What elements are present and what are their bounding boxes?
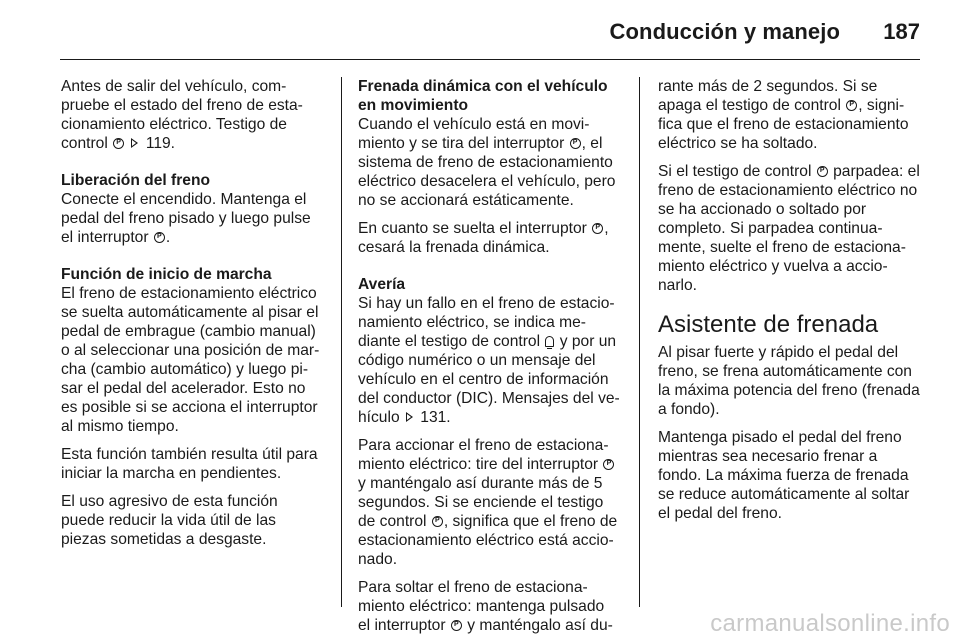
subheading-fault: Avería [358,276,406,293]
paragraph-release-dynamic: En cuanto se suelta el interruptor P, cesará la frenada dinámica. [358,219,620,257]
subheading-dynamic-braking: Frenada dinámica con el vehículo en movimiento [358,78,608,114]
column-2 [358,77,620,644]
column-3 [658,77,920,532]
subheading-drive-away: Función de inicio de marcha [61,266,272,283]
heading-brake-assist: Asistente de frenada [658,311,879,338]
section-brake-release: Liberación del freno Conecte el encendido. Mantenga el pedal del freno pisado y luego pulse el interruptor P. [61,171,323,247]
paragraph-brake-assist: Al pisar fuerte y rápido el pedal del freno, se frena automáticamente con la máxima potencia del freno (frenada a fondo). [658,344,920,418]
paragraph-check-brake: Antes de salir del vehículo, com-pruebe el estado del freno de esta-cionamiento eléctrico. Testigo de control P 119. [61,77,323,153]
parking-brake-icon [603,459,614,470]
parking-brake-icon [817,166,828,177]
column-1 [61,77,323,558]
subheading-brake-release: Liberación del freno [61,172,211,189]
page-header-title: Conducción y manejo [609,19,840,44]
parking-brake-icon [846,100,857,111]
paragraph-release-cont: rante más de 2 segundos. Si se apaga el testigo de control P, signi-fica que el freno de estacionamiento eléctrico se ha soltado. [658,77,920,153]
parking-brake-icon [432,516,443,527]
paragraph-wear: El uso agresivo de esta función puede reducir la vida útil de las piezas sometidas a desgaste. [61,493,278,548]
parking-brake-icon [113,138,124,149]
section-drive-away: Función de inicio de marcha El freno de estacionamiento eléctrico se suelta automáticamente al pisar el pedal de embrague (cambio manual) o al seleccionar una posición de mar-cha (cambio automático) y luego pi-sar el pedal del acelerador. Esto no es posible si se acciona el interruptor al mismo tiempo. [61,265,323,436]
section-dynamic-braking: Frenada dinámica con el vehículo en movimiento Cuando el vehículo está en movi-miento y se tira del interruptor P, el sistema de freno de estacionamiento eléctrico desacelera el vehículo, pero no se accionará estáticamente. [358,77,620,210]
parking-brake-icon [570,138,581,149]
column-divider [639,77,640,607]
paragraph-blinking: Si el testigo de control P parpadea: el freno de estacionamiento eléctrico no se ha accionado o soltado por completo. Si parpadea continua-mente, suelte el freno de estaciona-miento eléctrico y vuelva a accio-narlo. [658,162,920,295]
page-reference-icon [406,412,413,422]
parking-brake-icon [451,620,462,631]
column-divider [341,77,342,607]
watermark: carmanualsonline.info [710,610,950,637]
section-fault: Avería Si hay un fallo en el freno de estacio-namiento eléctrico, se indica me-diante el testigo de control y por un código numérico o un mensaje del vehículo en el centro de información del conductor (DIC). Mensajes del ve-hículo 131. [358,276,620,426]
parking-brake-icon [592,223,603,234]
brake-malfunction-icon [545,336,554,347]
paragraph-slopes: Esta función también resulta útil para iniciar la marcha en pendientes. [61,446,318,482]
paragraph-release: Para soltar el freno de estaciona-miento eléctrico: mantenga pulsado el interruptor P y manténgalo así du- [358,578,620,635]
page-reference-icon [131,138,138,148]
paragraph-apply: Para accionar el freno de estaciona-miento eléctrico: tire del interruptor P y manténgalo así durante más de 5 segundos. Si se enciende el testigo de control P, significa que el freno de estacionamiento eléctrico está accio-nado. [358,436,620,569]
header-rule [60,59,920,60]
parking-brake-icon [154,232,165,243]
page-number: 187 [883,19,920,44]
paragraph-brake-assist-2: Mantenga pisado el pedal del freno mientras sea necesario frenar a fondo. La máxima fuerza de frenada se reduce automáticamente al soltar el pedal del freno. [658,429,910,522]
